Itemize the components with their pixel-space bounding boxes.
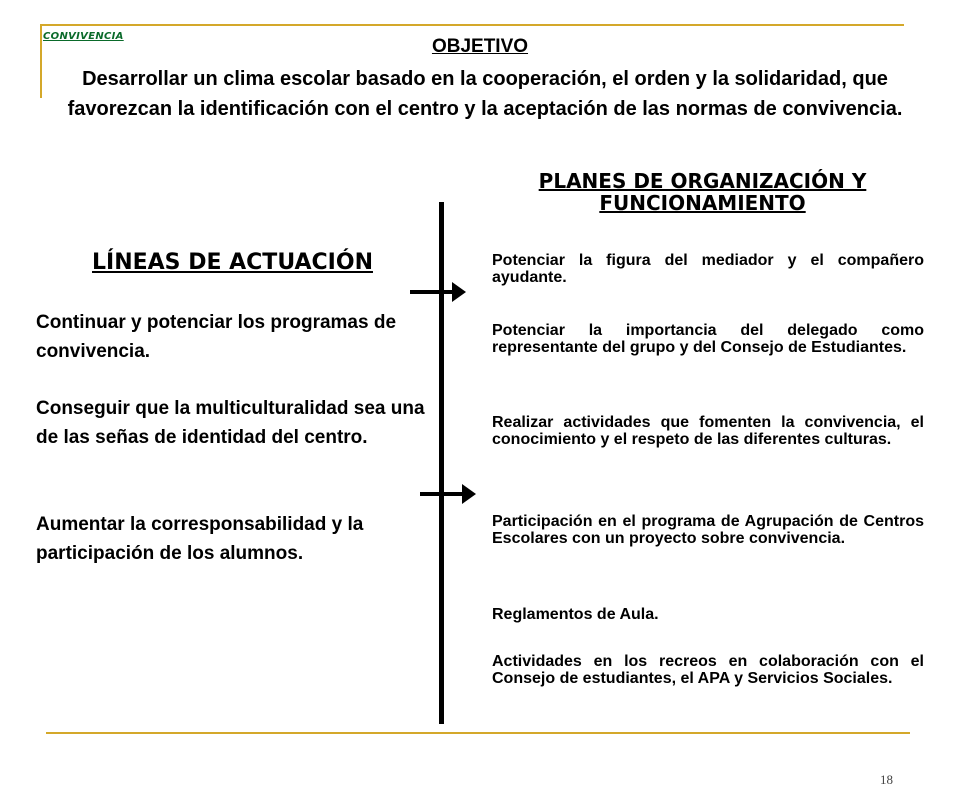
linea-item-1: Continuar y potenciar los programas de convivencia. [36, 312, 397, 362]
arrow-right-icon [410, 282, 466, 302]
linea-item-3: Aumentar la corresponsabilidad y la participación de los alumnos. [36, 514, 364, 564]
section-tag: CONVIVENCIA [43, 31, 124, 42]
plan-item-5: Reglamentos de Aula. [492, 606, 659, 623]
plan-item-4: Participación en el programa de Agrupación de Centros Escolares con un proyecto sobre convivencia. [492, 513, 924, 547]
bottom-rule [46, 732, 910, 734]
linea-item-2: Conseguir que la multiculturalidad sea una de las señas de identidad del centro. [36, 398, 425, 448]
top-rule [40, 24, 904, 26]
arrow-right-icon [420, 484, 476, 504]
plan-item-6: Actividades en los recreos en colaboración con el Consejo de estudiantes, el APA y Servicios Sociales. [492, 653, 924, 687]
planes-title: PLANES DE ORGANIZACIÓN Y FUNCIONAMIENTO [538, 169, 867, 215]
objective-text: Desarrollar un clima escolar basado en la cooperación, el orden y la solidaridad, que favorezcan la identificación con el centro y la aceptación de las normas de convivencia. [67, 68, 903, 120]
objective-title: OBJETIVO [431, 36, 529, 57]
lineas-title: LÍNEAS DE ACTUACIÓN [92, 250, 373, 275]
plan-item-3: Realizar actividades que fomenten la convivencia, el conocimiento y el respeto de las diferentes culturas. [492, 414, 924, 448]
plan-item-2: Potenciar la importancia del delegado como representante del grupo y del Consejo de Estudiantes. [492, 322, 924, 356]
vertical-divider [439, 202, 444, 724]
plan-item-1: Potenciar la figura del mediador y el compañero ayudante. [492, 252, 924, 286]
page-number: 18 [880, 772, 893, 787]
